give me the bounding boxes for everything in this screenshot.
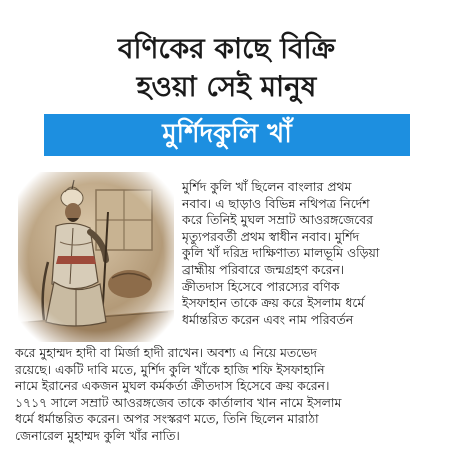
body-line: নবাব। এ ছাড়াও বিভিন্ন নথিপত্র নির্দেশ <box>182 195 370 211</box>
body-line: কুলি খাঁ দরিদ্র দাক্ষিণাত্য মালভূমি ওড়িয়া <box>182 245 380 261</box>
headline-line-2: হওয়া সেই মানুষ <box>136 70 317 103</box>
body-line: জেনারেল মুহাম্মদ কুলি খাঁর নাতি। <box>15 427 180 443</box>
body-line: রয়েছে। একটি দাবি মতে, মুর্শিদ কুলি খাঁকে হাজি শফি ইসফাহানি <box>15 361 325 377</box>
portrait-illustration <box>18 172 174 342</box>
body-line: ক্রীতদাস হিসেবে পারস্যের বণিক <box>182 278 340 294</box>
body-line: করে তিনিই মুঘল সম্রাট আওরঙ্গজেবের <box>182 212 373 228</box>
body-line: ধর্মে ধর্মান্তরিত করেন। অপর সংস্করণ মতে, তিনি ছিলেন মারাঠা <box>15 411 319 427</box>
body-line: ধর্মান্তরিত করেন এবং নাম পরিবর্তন <box>182 311 354 327</box>
body-line: মৃত্যুপরবর্তী প্রথম স্বাধীন নবাব। মুর্শিদ <box>182 228 360 244</box>
body-line: ব্রাহ্মীয় পরিবারে জন্মগ্রহণ করেন। <box>182 261 345 277</box>
article-headline <box>0 30 453 106</box>
subject-name-banner <box>44 114 410 156</box>
portrait-painting <box>18 172 174 342</box>
body-line: ১৭১৭ সালে সম্রাট আওরঙ্গজেব তাকে কার্তালাব খান নামে ইসলাম <box>15 394 342 410</box>
banner-title: মুর্শিদকুলি খাঁ <box>162 119 292 149</box>
headline-line-1: বণিকের কাছে বিক্রি <box>117 32 336 65</box>
body-line: মুর্শিদ কুলি খাঁ ছিলেন বাংলার প্রথম <box>182 179 352 194</box>
body-line: নামে ইরানের একজন মুঘল কর্মকর্তা ক্রীতদাস হিসেবে ক্রয় করেন। <box>15 378 330 394</box>
body-line: করে মুহাম্মদ হাদী বা মির্জা হাদী রাখেন। অবশ্য এ নিয়ে মতভেদ <box>15 345 317 360</box>
article-body-wrapped-column <box>182 179 447 328</box>
body-line: ইসফাহান তাকে ক্রয় করে ইসলাম ধর্মে <box>182 295 365 311</box>
article-body-full-width <box>15 345 447 445</box>
